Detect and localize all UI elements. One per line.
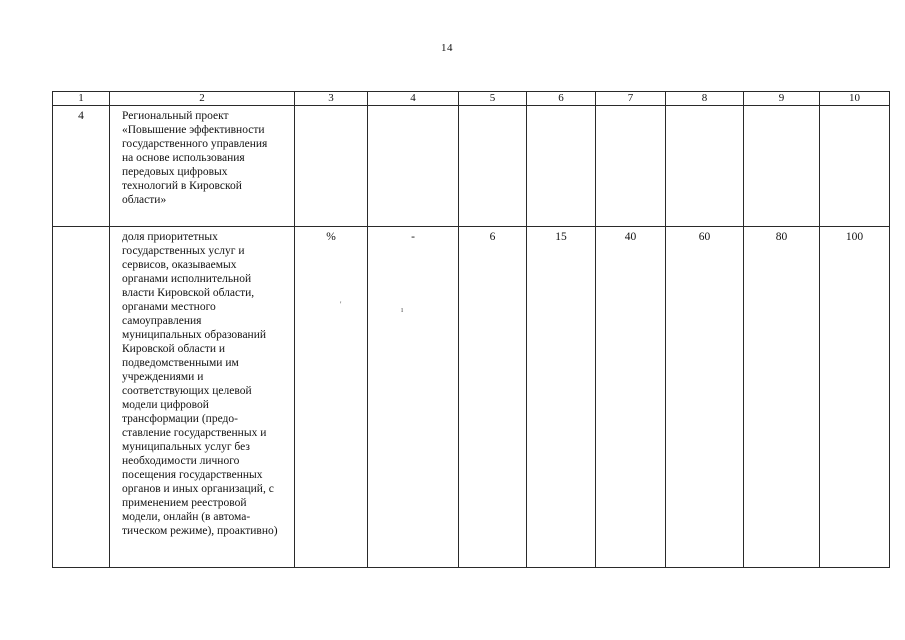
empty-cell	[666, 106, 744, 227]
header-cell: 6	[527, 92, 596, 106]
value-cell: 60	[666, 227, 744, 568]
indicator-table	[52, 91, 890, 568]
header-cell: 2	[110, 92, 295, 106]
scan-speck: ı	[401, 305, 404, 314]
value-cell: 80	[744, 227, 820, 568]
header-cell: 4	[368, 92, 459, 106]
empty-cell	[596, 106, 666, 227]
base-value-cell: -	[368, 227, 459, 568]
page-number: 14	[441, 42, 453, 54]
header-cell: 7	[596, 92, 666, 106]
header-cell: 9	[744, 92, 820, 106]
empty-cell	[744, 106, 820, 227]
table-row-project	[53, 106, 890, 227]
empty-cell	[459, 106, 527, 227]
empty-cell	[295, 106, 368, 227]
indicator-name-cell: доля приоритетных государственных услуг и сервисов, оказываемых органами исполнительной власти Кировской области, органами местного самоуправления муниципальных образований Кировской области и подведомственными им учреждениями и соответствующих целевой модели цифровой трансформации (предо- ставление государственных и муниципальных услуг без необходимости личного посещения государственных органов и иных организаций, с применением реестровой модели, онлайн (в автома- тическом режиме), проактивно)	[110, 227, 295, 568]
unit-cell: %	[295, 227, 368, 568]
empty-cell	[368, 106, 459, 227]
project-name-cell: Региональный проект «Повышение эффективности государственного управления на основе использования передовых цифровых технологий в Кировской области»	[110, 106, 295, 227]
empty-cell	[53, 227, 110, 568]
value-cell: 100	[820, 227, 890, 568]
header-cell: 5	[459, 92, 527, 106]
header-cell: 10	[820, 92, 890, 106]
value-cell: 6	[459, 227, 527, 568]
header-cell: 8	[666, 92, 744, 106]
header-cell: 3	[295, 92, 368, 106]
empty-cell	[820, 106, 890, 227]
scan-speck: '	[340, 300, 342, 309]
value-cell: 15	[527, 227, 596, 568]
value-cell: 40	[596, 227, 666, 568]
table-header-row	[53, 92, 890, 106]
row-number-cell: 4	[53, 106, 110, 227]
header-cell: 1	[53, 92, 110, 106]
empty-cell	[527, 106, 596, 227]
table-row-indicator	[53, 227, 890, 568]
